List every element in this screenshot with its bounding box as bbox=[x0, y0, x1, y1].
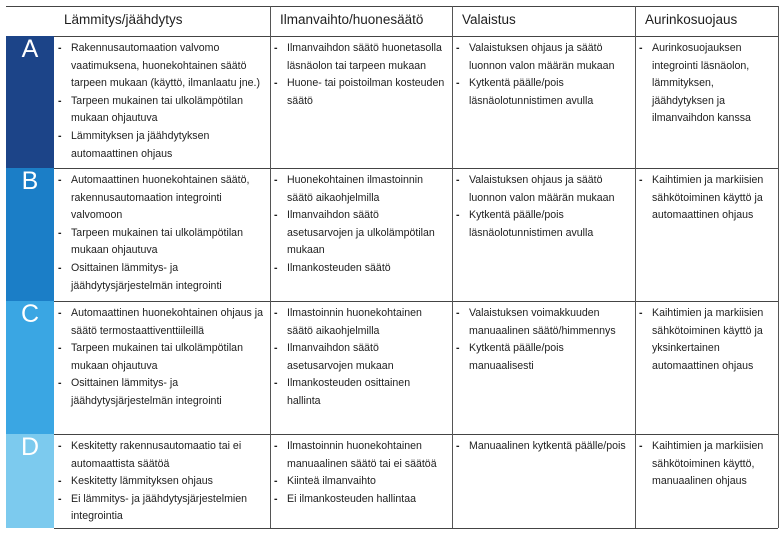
list-item-text: Keskitetty lämmityksen ohjaus bbox=[71, 475, 213, 488]
list-item bbox=[452, 438, 629, 456]
bullet-dash: - bbox=[274, 377, 278, 390]
bullet-dash: - bbox=[58, 377, 62, 390]
list-item-text: Ilmankosteuden säätö bbox=[287, 261, 391, 274]
column-header-2: Ilmanvaihto/huonesäätö bbox=[280, 12, 424, 27]
table-top-border bbox=[6, 6, 778, 7]
column-separator-4 bbox=[778, 6, 779, 528]
list-item bbox=[452, 40, 629, 75]
bullet-dash: - bbox=[58, 440, 62, 452]
bullet-list bbox=[635, 172, 772, 225]
list-item-text: Kaihtimien ja markiisien sähkötoiminen käyttö ja yksinkertainen automaattinen ohjaus bbox=[652, 307, 764, 372]
class-letter: B bbox=[21, 167, 39, 195]
cell-c-1 bbox=[54, 301, 270, 411]
bullet-dash: - bbox=[456, 307, 460, 319]
bullet-dash: - bbox=[58, 42, 62, 54]
column-header-4: Aurinkosuojaus bbox=[645, 12, 738, 27]
bullet-list bbox=[452, 305, 629, 375]
bullet-list bbox=[452, 172, 629, 242]
bullet-dash: - bbox=[456, 209, 460, 222]
bullet-list bbox=[270, 438, 446, 508]
list-item-text: Valaistuksen ohjaus ja säätö luonnon valon määrän mukaan bbox=[469, 42, 615, 72]
bullet-dash: - bbox=[456, 342, 460, 355]
list-item-text: Huone- tai poistoilman kosteuden säätö bbox=[287, 77, 445, 107]
list-item bbox=[270, 473, 446, 491]
class-band-a bbox=[6, 36, 54, 168]
class-letter: A bbox=[21, 35, 39, 63]
list-item bbox=[270, 207, 446, 260]
list-item bbox=[270, 305, 446, 340]
list-item-text: Ilmanvaihdon säätö asetusarvojen mukaan bbox=[287, 342, 394, 372]
bullet-list bbox=[270, 40, 446, 110]
list-item-text: Osittainen lämmitys- ja jäähdytysjärjestelmän integrointi bbox=[71, 377, 222, 407]
bullet-dash: - bbox=[58, 307, 62, 319]
bullet-list bbox=[54, 40, 264, 163]
cell-a-2 bbox=[270, 36, 452, 110]
bullet-dash: - bbox=[639, 42, 643, 54]
bullet-dash: - bbox=[274, 440, 278, 452]
bullet-dash: - bbox=[639, 307, 643, 319]
bullet-dash: - bbox=[456, 440, 460, 452]
cell-d-3 bbox=[452, 434, 635, 456]
bullet-dash: - bbox=[58, 226, 62, 239]
list-item bbox=[635, 40, 772, 128]
list-item bbox=[270, 491, 446, 509]
cell-d-1 bbox=[54, 434, 270, 526]
list-item-text: Automaattinen huonekohtainen säätö, rakennusautomaation integrointi valvomoon bbox=[71, 174, 250, 222]
bullet-list bbox=[635, 40, 772, 128]
bullet-dash: - bbox=[639, 174, 643, 186]
bullet-dash: - bbox=[274, 77, 278, 90]
bullet-list bbox=[270, 305, 446, 411]
list-item bbox=[452, 207, 629, 242]
bullet-list bbox=[54, 172, 264, 295]
list-item-text: Valaistuksen voimakkuuden manuaalinen säätö/himmennys bbox=[469, 307, 616, 337]
bullet-dash: - bbox=[456, 174, 460, 186]
bullet-dash: - bbox=[58, 342, 62, 355]
list-item bbox=[54, 225, 264, 260]
list-item-text: Tarpeen mukainen tai ulkolämpötilan mukaan ohjautuva bbox=[71, 226, 243, 257]
bullet-dash: - bbox=[58, 94, 62, 107]
cell-a-4 bbox=[635, 36, 778, 128]
list-item-text: Manuaalinen kytkentä päälle/pois bbox=[469, 440, 626, 452]
list-item bbox=[270, 340, 446, 375]
bullet-dash: - bbox=[274, 209, 278, 222]
cell-b-2 bbox=[270, 168, 452, 278]
cell-c-2 bbox=[270, 301, 452, 411]
list-item bbox=[452, 340, 629, 375]
bullet-dash: - bbox=[639, 440, 643, 452]
list-item bbox=[54, 438, 264, 473]
list-item bbox=[54, 375, 264, 410]
bullet-list bbox=[635, 305, 772, 375]
row-separator-4 bbox=[54, 528, 778, 529]
list-item-text: Ilmankosteuden osittainen hallinta bbox=[287, 377, 411, 407]
list-item bbox=[270, 260, 446, 278]
list-item bbox=[54, 491, 264, 526]
cell-b-4 bbox=[635, 168, 778, 225]
bullet-list bbox=[54, 438, 264, 526]
bullet-list bbox=[452, 40, 629, 110]
class-letter: C bbox=[20, 300, 40, 328]
bullet-dash: - bbox=[274, 475, 278, 488]
bullet-dash: - bbox=[456, 77, 460, 90]
bullet-dash: - bbox=[58, 475, 62, 488]
list-item bbox=[452, 75, 629, 110]
list-item bbox=[635, 305, 772, 375]
list-item bbox=[54, 473, 264, 491]
class-band-d bbox=[6, 434, 54, 528]
list-item-text: Tarpeen mukainen tai ulkolämpötilan mukaan ohjautuva bbox=[71, 94, 243, 125]
cell-a-1 bbox=[54, 36, 270, 163]
list-item bbox=[635, 172, 772, 225]
list-item bbox=[452, 172, 629, 207]
list-item bbox=[270, 375, 446, 410]
bullet-dash: - bbox=[58, 261, 62, 274]
cell-c-4 bbox=[635, 301, 778, 375]
cell-a-3 bbox=[452, 36, 635, 110]
bullet-dash: - bbox=[58, 492, 62, 505]
list-item bbox=[635, 438, 772, 491]
cell-d-2 bbox=[270, 434, 452, 508]
list-item-text: Lämmityksen ja jäähdytyksen automaattinen ohjaus bbox=[71, 129, 210, 160]
bullet-dash: - bbox=[456, 42, 460, 54]
list-item-text: Kaihtimien ja markiisien sähkötoiminen käyttö ja automaattinen ohjaus bbox=[652, 174, 764, 222]
bullet-dash: - bbox=[274, 174, 278, 186]
bullet-list bbox=[54, 305, 264, 411]
list-item bbox=[54, 305, 264, 340]
list-item-text: Kaihtimien ja markiisien sähkötoiminen käyttö, manuaalinen ohjaus bbox=[652, 440, 764, 488]
list-item-text: Ilmastoinnin huonekohtainen manuaalinen säätö tai ei säätöä bbox=[287, 440, 437, 470]
cell-c-3 bbox=[452, 301, 635, 375]
list-item-text: Keskitetty rakennusautomaatio tai ei automaattista säätöä bbox=[71, 440, 242, 470]
bullet-dash: - bbox=[274, 261, 278, 274]
list-item-text: Aurinkosuojauksen integrointi läsnäolon, lämmityksen, jäähdytyksen ja ilmanvaihdon kanssa bbox=[652, 42, 751, 125]
list-item bbox=[270, 75, 446, 110]
column-header-3: Valaistus bbox=[462, 12, 516, 27]
list-item bbox=[54, 128, 264, 163]
list-item-text: Ei lämmitys- ja jäähdytysjärjestelmien integrointia bbox=[71, 492, 248, 523]
class-band-c bbox=[6, 301, 54, 434]
list-item-text: Ilmanvaihdon säätö asetusarvojen ja ulkolämpötilan mukaan bbox=[287, 209, 435, 257]
list-item-text: Huonekohtainen ilmastoinnin säätö aikaohjelmilla bbox=[287, 174, 424, 204]
list-item-text: Ilmastoinnin huonekohtainen säätö aikaohjelmilla bbox=[287, 307, 422, 337]
bullet-dash: - bbox=[274, 342, 278, 355]
cell-b-3 bbox=[452, 168, 635, 242]
column-header-1: Lämmitys/jäähdytys bbox=[64, 12, 183, 27]
list-item bbox=[54, 40, 264, 93]
list-item-text: Osittainen lämmitys- ja jäähdytysjärjestelmän integrointi bbox=[71, 261, 222, 292]
list-item-text: Kytkentä päälle/pois manuaalisesti bbox=[469, 342, 564, 372]
list-item-text: Kytkentä päälle/pois läsnäolotunnistimen avulla bbox=[469, 77, 594, 107]
list-item-text: Valaistuksen ohjaus ja säätö luonnon valon määrän mukaan bbox=[469, 174, 615, 204]
bullet-list bbox=[452, 438, 629, 456]
list-item-text: Automaattinen huonekohtainen ohjaus ja säätö termostaattiventtiileillä bbox=[71, 307, 264, 337]
list-item-text: Kytkentä päälle/pois läsnäolotunnistimen avulla bbox=[469, 209, 594, 239]
list-item-text: Ei ilmankosteuden hallintaa bbox=[287, 492, 416, 505]
cell-d-4 bbox=[635, 434, 778, 491]
bullet-dash: - bbox=[274, 42, 278, 54]
bullet-dash: - bbox=[58, 129, 62, 142]
list-item bbox=[452, 305, 629, 340]
list-item-text: Rakennusautomaation valvomo vaatimuksena, huonekohtainen säätö tarpeen mukaan (käyttö, ilmanlaatu jne.) bbox=[71, 42, 261, 90]
list-item-text: Kiinteä ilmanvaihto bbox=[287, 475, 376, 488]
list-item bbox=[54, 172, 264, 225]
bullet-list bbox=[270, 172, 446, 278]
class-letter: D bbox=[20, 433, 40, 461]
bullet-dash: - bbox=[274, 492, 278, 505]
bullet-dash: - bbox=[58, 174, 62, 186]
class-band-b bbox=[6, 168, 54, 301]
list-item bbox=[54, 260, 264, 295]
cell-b-1 bbox=[54, 168, 270, 295]
list-item bbox=[270, 172, 446, 207]
list-item bbox=[54, 340, 264, 375]
list-item-text: Ilmanvaihdon säätö huonetasolla läsnäolon tai tarpeen mukaan bbox=[287, 42, 442, 72]
list-item bbox=[270, 438, 446, 473]
list-item-text: Tarpeen mukainen tai ulkolämpötilan mukaan ohjautuva bbox=[71, 342, 243, 372]
list-item bbox=[54, 93, 264, 128]
list-item bbox=[270, 40, 446, 75]
bullet-list bbox=[635, 438, 772, 491]
bullet-dash: - bbox=[274, 307, 278, 319]
